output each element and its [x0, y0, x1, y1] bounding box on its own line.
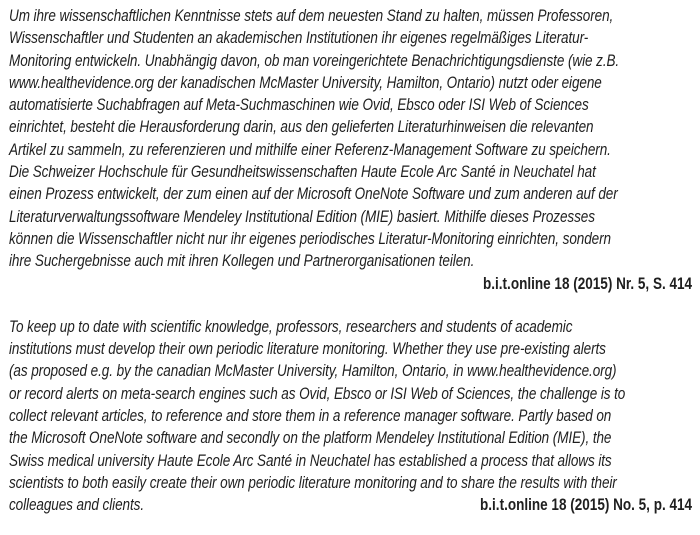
text-line: Monitoring entwickeln. Unabhängig davon, ob man voreingerichtete Benachrichtigungsdienste (wie z.B. [9, 51, 620, 70]
text-line: (as proposed e.g. by the canadian McMaster University, Hamilton, Ontario, in www.healthevidence.org) [9, 362, 617, 381]
text-column [9, 5, 692, 517]
text-line: scientists to both easily create their own periodic literature monitoring and to share the results with their [9, 473, 617, 492]
german-citation: b.i.t.online 18 (2015) Nr. 5, S. 414 [483, 274, 693, 293]
text-line: Artikel zu sammeln, zu referenzieren und mithilfe einer Referenz-Management Software zu speichern. [9, 140, 611, 159]
text-line: automatisierte Suchabfragen auf Meta-Suchmaschinen wie Ovid, Ebsco oder ISI Web of Sciences [9, 96, 589, 115]
german-abstract [9, 5, 692, 295]
text-line: ihre Suchergebnisse auch mit ihren Kollegen und Partnerorganisationen teilen. [9, 252, 475, 271]
text-line: www.healthevidence.org der kanadischen McMaster University, Hamilton, Ontario) nutzt oder eigene [9, 73, 602, 92]
text-line: Die Schweizer Hochschule für Gesundheitswissenschaften Haute Ecole Arc Santé in Neuchatel hat [9, 163, 596, 182]
german-abstract-lines [9, 5, 692, 273]
text-line: Literaturverwaltungssoftware Mendeley Institutional Edition (MIE) basiert. Mithilfe dieses Prozesses [9, 207, 595, 226]
english-abstract-last-row [9, 494, 692, 516]
english-abstract-lines [9, 316, 692, 494]
text-line: the Microsoft OneNote software and secondly on the platform Mendeley Institutional Edition (MIE), the [9, 429, 612, 448]
text-line: einrichtet, besteht die Herausforderung darin, aus den gelieferten Literaturhinweisen die relevanten [9, 118, 594, 137]
text-line: institutions must develop their own periodic literature monitoring. Whether they use pre-existing alerts [9, 340, 606, 359]
english-abstract-last-line: colleagues and clients. [9, 496, 145, 515]
english-citation: b.i.t.online 18 (2015) No. 5, p. 414 [480, 496, 693, 515]
text-line: Um ihre wissenschaftlichen Kenntnisse stets auf dem neuesten Stand zu halten, müssen Professoren, [9, 7, 614, 25]
text-line: collect relevant articles, to reference and store them in a reference manager software. Partly based on [9, 407, 612, 426]
english-abstract [9, 316, 692, 517]
text-line: or record alerts on meta-search engines such as Ovid, Ebsco or ISI Web of Sciences, the challenge is to [9, 384, 626, 403]
text-line: einen Prozess entwickelt, der zum einen auf der Microsoft OneNote Software und zum anderen auf der [9, 185, 618, 204]
text-line: Wissenschaftler und Studenten an akademischen Institutionen ihr eigenes regelmäßiges Literatur- [9, 29, 589, 48]
text-line: Swiss medical university Haute Ecole Arc Santé in Neuchatel has established a process that allows its [9, 451, 612, 470]
text-line: To keep up to date with scientific knowledge, professors, researchers and students of academic [9, 317, 573, 336]
text-line: können die Wissenschaftler nicht nur ihr eigenes periodisches Literatur-Monitoring einrichten, sondern [9, 229, 611, 248]
